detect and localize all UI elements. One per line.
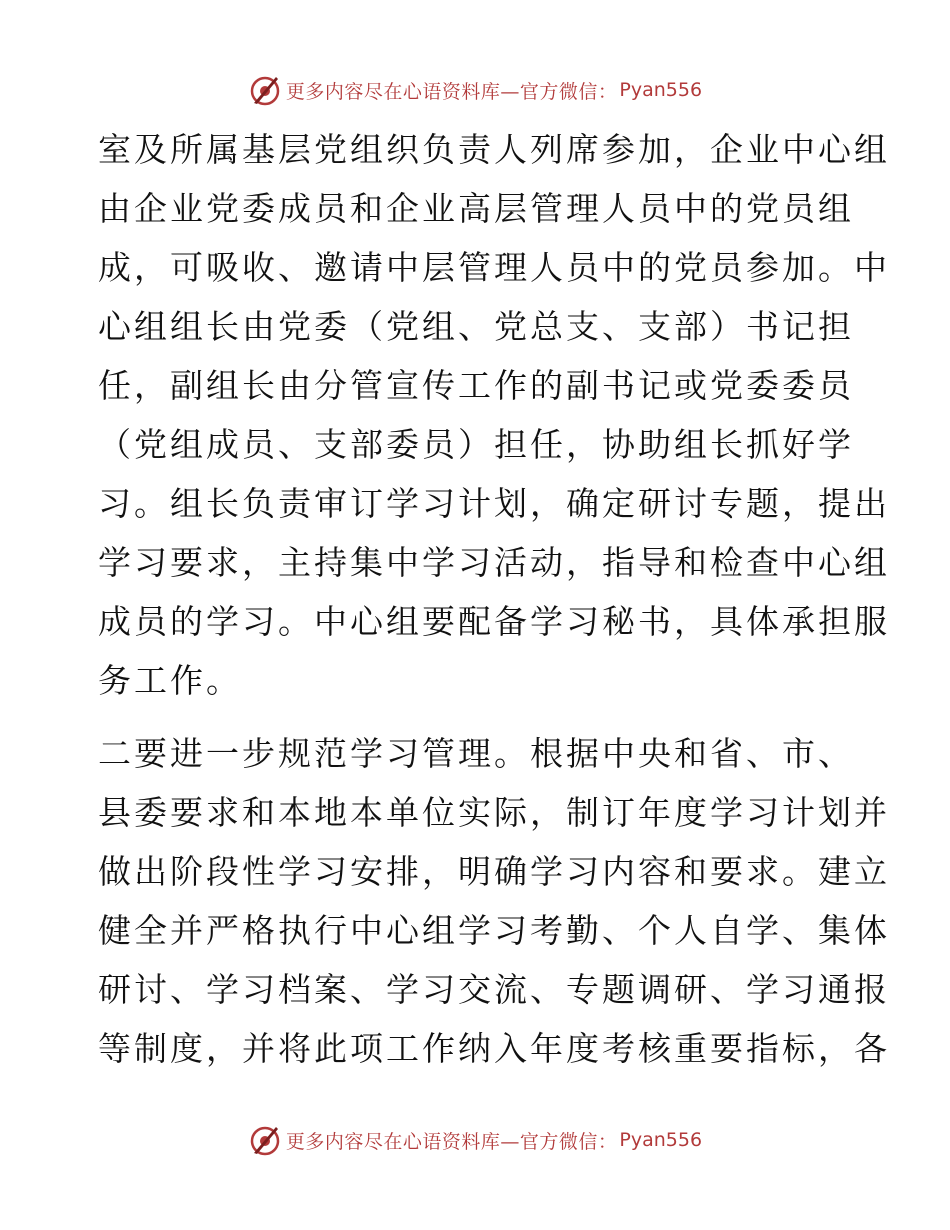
text-line: 学习要求，主持集中学习活动，指导和检查中心组 — [98, 543, 890, 582]
text-line: 做出阶段性学习安排，明确学习内容和要求。建立 — [98, 852, 890, 891]
text-line: 由企业党委成员和企业高层管理人员中的党员组 — [98, 189, 854, 228]
footer-banner-id: Pyan556 — [619, 1129, 703, 1151]
text-line: 成，可吸收、邀请中层管理人员中的党员参加。中 — [98, 248, 890, 287]
text-line: 习。组长负责审订学习计划，确定研讨专题，提出 — [98, 484, 890, 523]
text-line: 务工作。 — [98, 661, 242, 700]
quill-logo-icon — [248, 73, 282, 107]
paragraph-2 — [98, 724, 890, 1078]
text-line: 县委要求和本地本单位实际，制订年度学习计划并 — [98, 793, 890, 832]
text-line: 成员的学习。中心组要配备学习秘书，具体承担服 — [98, 602, 890, 641]
quill-logo-icon — [248, 1123, 282, 1157]
text-line: 任，副组长由分管宣传工作的副书记或党委委员 — [98, 366, 854, 405]
footer-banner-text: 更多内容尽在心语资料库—官方微信： — [285, 1130, 618, 1153]
text-line: 心组组长由党委（党组、党总支、支部）书记担 — [98, 307, 854, 346]
header-banner-id: Pyan556 — [619, 79, 703, 101]
paragraph-1 — [98, 120, 890, 710]
text-line: 室及所属基层党组织负责人列席参加，企业中心组 — [98, 130, 890, 169]
text-line: 研讨、学习档案、学习交流、专题调研、学习通报 — [98, 970, 890, 1009]
text-line: 等制度，并将此项工作纳入年度考核重要指标，各 — [98, 1029, 890, 1068]
text-line: 健全并严格执行中心组学习考勤、个人自学、集体 — [98, 911, 890, 950]
header-banner-text: 更多内容尽在心语资料库—官方微信： — [285, 80, 618, 103]
text-line: （党组成员、支部委员）担任，协助组长抓好学 — [98, 425, 854, 464]
text-line: 二要进一步规范学习管理。根据中央和省、市、 — [98, 734, 854, 773]
document-body — [98, 120, 890, 1078]
footer-banner — [0, 1120, 950, 1160]
header-banner — [0, 70, 950, 110]
